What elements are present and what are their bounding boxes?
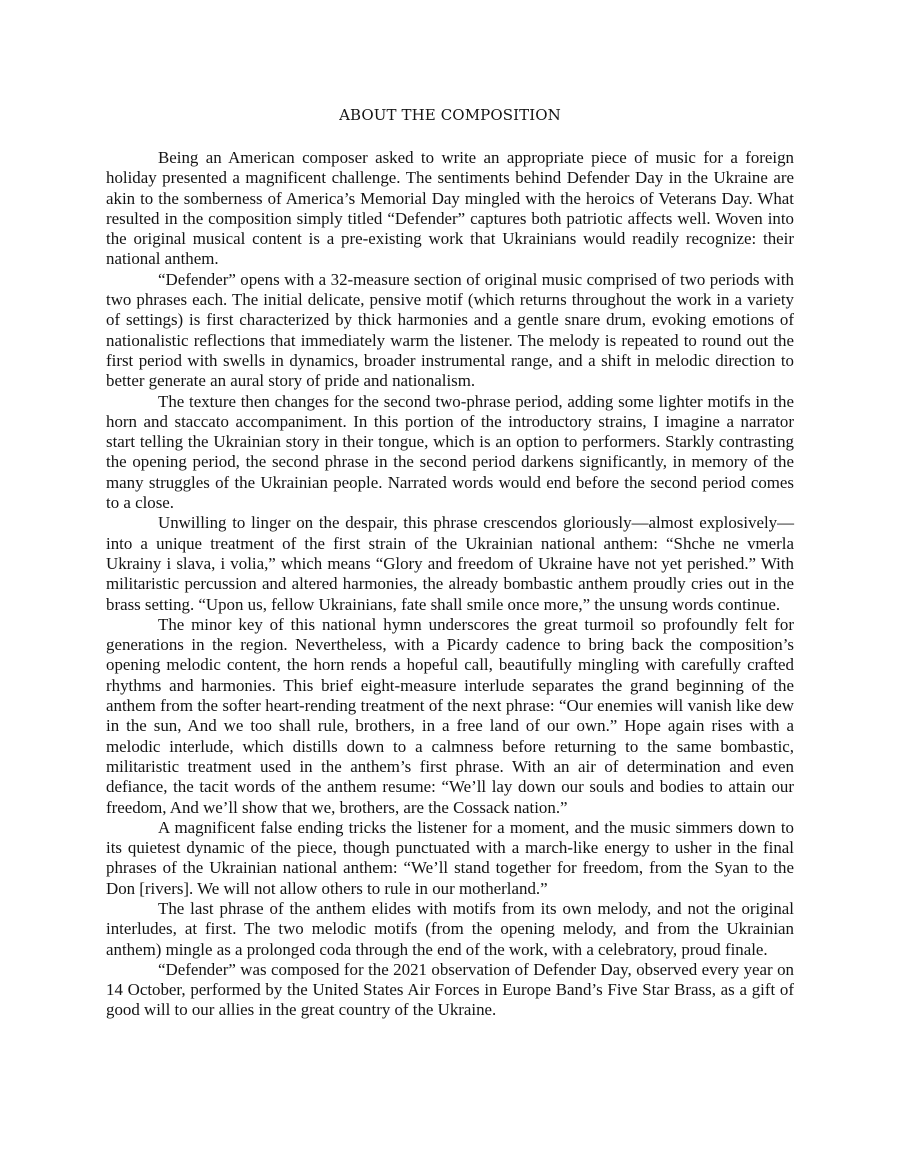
paragraph: A magnificent false ending tricks the listener for a moment, and the music simmers down to its quietest dynamic of the piece, though punctuated with a march-like energy to usher in the final phrases of the Ukrainian national anthem: “We’ll stand together for freedom, from the Syan to the Don [rivers]. We will not allow others to rule in our motherland.” — [106, 817, 794, 898]
paragraph: The minor key of this national hymn underscores the great turmoil so profoundly felt for generations in the region. Nevertheless, with a Picardy cadence to bring back the composition’s opening melodic content, the horn rends a hopeful call, beautifully mingling with carefully crafted rhythms and harmonies. This brief eight-measure interlude separates the grand beginning of the anthem from the softer heart-rending treatment of the next phrase: “Our enemies will vanish like dew in the sun, And we too shall rule, brothers, in a free land of our own.” Hope again rises with a melodic interlude, which distills down to a calmness before returning to the same bombastic, militaristic treatment used in the anthem’s first phrase. With an air of determination and even defiance, the tacit words of the anthem resume: “We’ll lay down our souls and bodies to attain our freedom, And we’ll show that we, brothers, are the Cossack nation.” — [106, 614, 794, 817]
paragraph: “Defender” was composed for the 2021 observation of Defender Day, observed every year on 14 October, performed by the United States Air Forces in Europe Band’s Five Star Brass, as a gift of good will to our allies in the great country of the Ukraine. — [106, 959, 794, 1020]
page-title: ABOUT THE COMPOSITION — [339, 106, 561, 124]
paragraph: Being an American composer asked to write an appropriate piece of music for a foreign holiday presented a magnificent challenge. The sentiments behind Defender Day in the Ukraine are akin to the somberness of America’s Memorial Day mingled with the heroics of Veterans Day. What resulted in the composition simply titled “Defender” captures both patriotic affects well. Woven into the original musical content is a pre-existing work that Ukrainians would readily recognize: their national anthem. — [106, 148, 794, 269]
paragraph: Unwilling to linger on the despair, this phrase crescendos gloriously—almost explosively—into a unique treatment of the first strain of the Ukrainian national anthem: “Shche ne vmerla Ukrainy i slava, i volia,” which means “Glory and freedom of Ukraine have not yet perished.” With militaristic percussion and altered harmonies, the already bombastic anthem proudly cries out in the brass setting. “Upon us, fellow Ukrainians, fate shall smile once more,” the unsung words continue. — [106, 513, 794, 614]
paragraph: “Defender” opens with a 32-measure section of original music comprised of two periods with two phrases each. The initial delicate, pensive motif (which returns throughout the work in a variety of settings) is first characterized by thick harmonies and a gentle snare drum, evoking emotions of nationalistic reflections that immediately warm the listener. The melody is repeated to round out the first period with swells in dynamics, broader instrumental range, and a shift in melodic direction to better generate an aural story of pride and nationalism. — [106, 269, 794, 391]
paragraph: The last phrase of the anthem elides with motifs from its own melody, and not the original interludes, at first. The two melodic motifs (from the opening melody, and from the Ukrainian anthem) mingle as a prolonged coda through the end of the work, with a celebratory, proud finale. — [106, 898, 794, 959]
document-body — [106, 148, 794, 1021]
paragraph: The texture then changes for the second two-phrase period, adding some lighter motifs in the horn and staccato accompaniment. In this portion of the introductory strains, I imagine a narrator start telling the Ukrainian story in their tongue, which is an option to performers. Starkly contrasting the opening period, the second phrase in the second period darkens significantly, in memory of the many struggles of the Ukrainian people. Narrated words would end before the second period comes to a close. — [106, 391, 794, 513]
